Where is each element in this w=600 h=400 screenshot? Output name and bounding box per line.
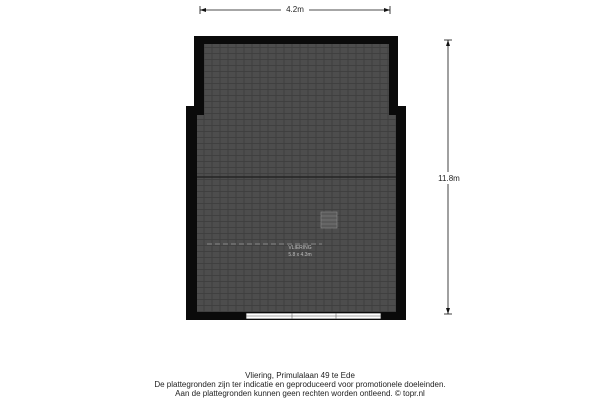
roof-surface: [197, 44, 396, 312]
width-label: 4.2m: [286, 5, 304, 14]
room-name: VLIERING: [288, 245, 312, 251]
window: [246, 313, 381, 319]
room-size: 5.8 x 4.3m: [288, 252, 312, 258]
height-label: 11.8m: [438, 174, 460, 183]
roof-hatch: [321, 212, 337, 228]
caption-copyright: Aan de plattegronden kunnen geen rechten worden ontleend. © topr.nl: [175, 389, 425, 398]
width-dimension: [200, 4, 390, 15]
caption-address: Vliering, Primulalaan 49 te Ede: [245, 371, 355, 380]
height-dimension: [434, 40, 464, 314]
caption-disclaimer: De plattegronden zijn ter indicatie en geproduceerd voor promotionele doeleinden.: [154, 380, 446, 389]
